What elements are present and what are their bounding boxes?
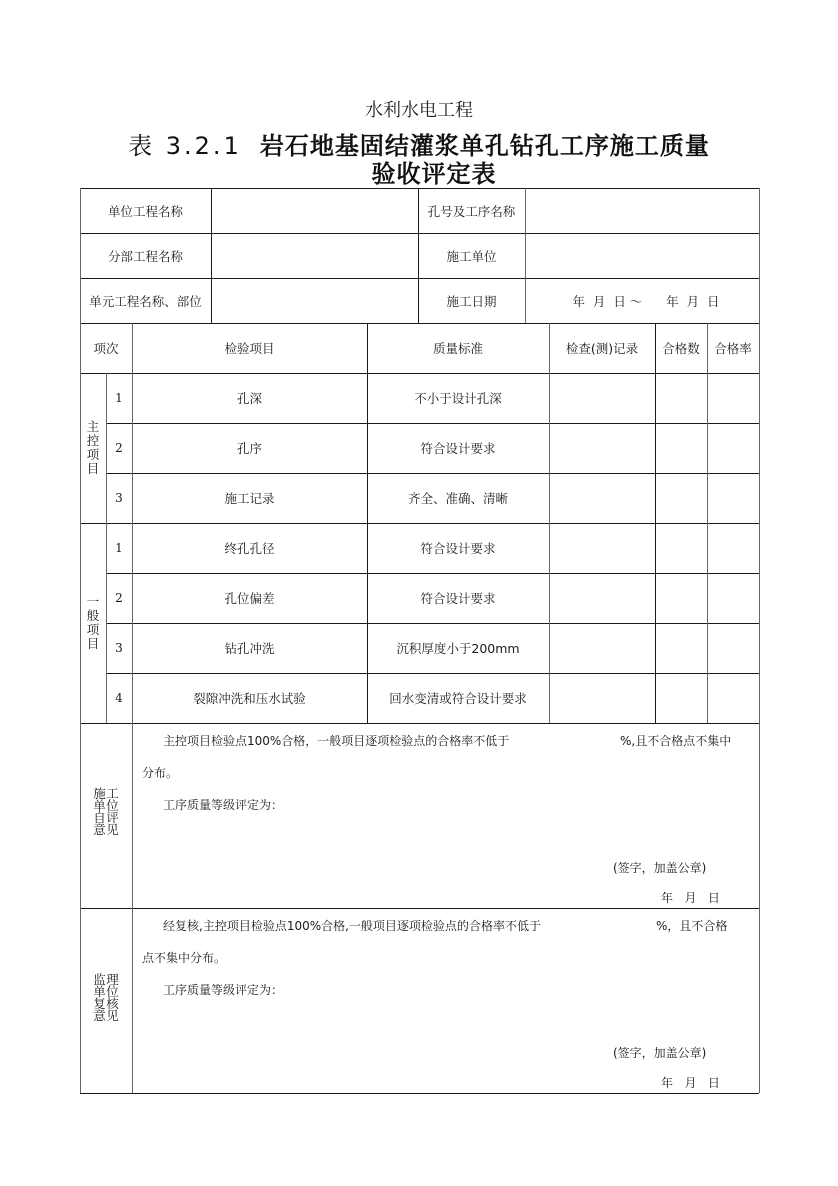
header-pass-rate: 合格率 [714,341,752,356]
pass-rate-field[interactable] [707,623,759,673]
label-char: 核 [106,996,119,1011]
hole-process-label: 孔号及工序名称 [427,203,516,219]
contractor-field[interactable] [525,233,759,278]
label-char: 理 [106,972,119,987]
table-border-right [759,188,760,1093]
label-char: 意 [93,822,106,837]
contractor-date: 年 月 日 [661,891,720,905]
table-border-bottom [80,1093,759,1094]
label-char: 意 [93,1008,106,1023]
title-line-1: 岩石地基固结灌浆单孔钻孔工序施工质量 [259,132,710,160]
inspection-item: 施工记录 [224,491,275,506]
supervisor-grade-label: 工序质量等级评定为： [163,983,284,997]
title-line-2: 验收评定表 [371,160,497,188]
document-subtitle: 水利水电工程 [365,100,473,121]
label-char: 位 [106,984,119,999]
quality-standard: 齐全、准确、清晰 [407,491,508,506]
pass-rate-field[interactable] [707,473,759,523]
inspection-item: 孔位偏差 [224,591,275,606]
row-number: 1 [115,541,123,555]
row-number: 2 [115,441,123,455]
quality-standard: 符合设计要求 [420,591,496,606]
row-number: 2 [115,591,123,605]
contractor-grade-label: 工序质量等级评定为： [163,798,284,812]
pass-count-field[interactable] [655,623,707,673]
record-field[interactable] [549,473,655,523]
contractor-pass-rate-field[interactable] [530,728,618,750]
pass-rate-field[interactable] [707,423,759,473]
supervisor-opinion-label [93,974,119,1022]
pass-count-field[interactable] [655,373,707,423]
group-label-char: 目 [86,461,100,476]
pass-rate-field[interactable] [707,523,759,573]
supervisor-grade-field[interactable] [290,977,490,999]
quality-standard: 不小于设计孔深 [414,391,502,406]
label-char: 见 [106,822,119,837]
row-divider [80,908,759,909]
label-char: 复 [93,996,106,1011]
label-char: 自 [93,810,106,825]
unit-project-field[interactable] [211,188,418,233]
row-divider [80,723,759,724]
label-char: 单 [93,984,106,999]
header-pass-count: 合格数 [662,341,700,356]
division-project-label: 分部工程名称 [107,248,183,264]
pass-rate-field[interactable] [707,373,759,423]
contractor-signature: (签字，加盖公章) [613,861,707,875]
quality-standard: 沉积厚度小于200mm [396,641,520,656]
record-field[interactable] [549,673,655,723]
contractor-statement-line1: 主控项目检验点100%合格，一般项目逐项检验点的合格率不低于 [163,734,510,748]
inspection-item: 孔序 [236,441,262,456]
header-item-no: 项次 [93,341,119,356]
group-label-char: 项 [86,622,100,637]
header-quality-standard: 质量标准 [432,341,483,356]
group-label-char: 控 [86,433,100,448]
supervisor-statement-line2: 点不集中分布。 [142,951,227,965]
label-char: 评 [106,810,119,825]
general-group-label [80,523,106,723]
pass-rate-field[interactable] [707,573,759,623]
label-char: 施 [93,786,106,801]
group-label-char: 一 [86,594,100,609]
label-char: 监 [93,972,106,987]
row-number: 3 [115,641,123,655]
contractor-opinion-label [93,788,119,836]
row-number: 1 [115,391,123,405]
construction-date-field[interactable]: 年 月 日 ～ 年 月 日 [572,293,720,309]
supervisor-statement-tail: %，且不合格 [656,919,728,933]
supervisor-date: 年 月 日 [661,1076,720,1090]
label-char: 工 [106,786,119,801]
inspection-item: 孔深 [236,391,262,406]
quality-standard: 回水变清或符合设计要求 [389,691,527,706]
pass-count-field[interactable] [655,423,707,473]
row-number: 3 [115,491,123,505]
group-label-char: 目 [86,636,100,651]
quality-standard: 符合设计要求 [420,441,496,456]
quality-standard: 符合设计要求 [420,541,496,556]
construction-date-label: 施工日期 [446,293,497,309]
pass-count-field[interactable] [655,573,707,623]
element-project-label: 单元工程名称、部位 [89,293,202,309]
pass-count-field[interactable] [655,523,707,573]
group-label-char: 般 [86,608,100,623]
main-control-group-label [80,373,106,523]
pass-count-field[interactable] [655,673,707,723]
inspection-item: 钻孔冲洗 [224,641,275,656]
supervisor-statement-line1: 经复核,主控项目检验点100%合格,一般项目逐项检验点的合格率不低于 [163,919,541,933]
record-field[interactable] [549,623,655,673]
label-char: 位 [106,798,119,813]
contractor-grade-field[interactable] [290,792,490,814]
supervisor-pass-rate-field[interactable] [575,913,653,935]
inspection-item: 终孔孔径 [224,541,275,556]
header-inspection-item: 检验项目 [224,341,275,356]
supervisor-signature: (签字，加盖公章) [613,1046,707,1060]
division-project-field[interactable] [211,233,418,278]
pass-rate-field[interactable] [707,673,759,723]
record-field[interactable] [549,423,655,473]
table-number: 表 3.2.1 [128,132,242,160]
contractor-statement-line2: 分布。 [142,766,179,780]
pass-count-field[interactable] [655,473,707,523]
record-field[interactable] [549,523,655,573]
group-label-char: 主 [86,419,100,434]
contractor-label: 施工单位 [446,248,497,264]
unit-project-label: 单位工程名称 [107,203,183,219]
record-field[interactable] [549,373,655,423]
element-project-field[interactable] [211,278,418,323]
group-label-char: 项 [86,447,100,462]
header-record: 检查(测)记录 [565,341,639,356]
contractor-statement-tail: %,且不合格点不集中 [620,734,732,748]
label-char: 见 [106,1008,119,1023]
inspection-item: 裂隙冲洗和压水试验 [193,691,306,706]
label-char: 单 [93,798,106,813]
hole-process-field[interactable] [525,188,759,233]
record-field[interactable] [549,573,655,623]
row-number: 4 [115,691,123,705]
